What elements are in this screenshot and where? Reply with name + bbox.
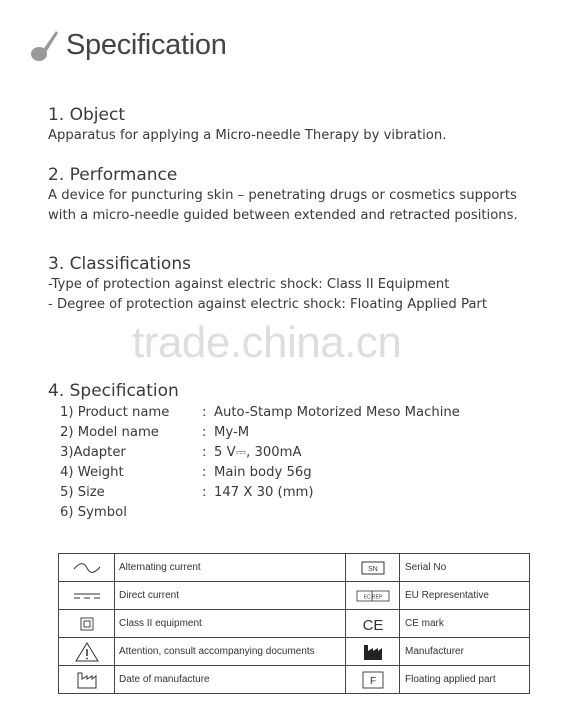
spec-key: 4) Weight	[60, 465, 124, 480]
table-row	[59, 638, 530, 666]
spec-value: My-M	[214, 425, 250, 440]
table-row	[59, 582, 530, 610]
section-heading: 1. Object	[48, 105, 125, 125]
section-text: A device for puncturing skin – penetrating drugs or cosmetics supports	[48, 188, 517, 203]
section-classifications	[48, 253, 487, 315]
symbol-label: EU Representative	[400, 582, 530, 610]
section-text: Apparatus for applying a Micro-needle Therapy by vibration.	[48, 128, 447, 143]
floating-applied-part-icon-text: F	[369, 675, 376, 687]
spec-colon: :	[202, 405, 207, 420]
spec-key: 5) Size	[60, 485, 105, 500]
spec-value: Auto-Stamp Motorized Meso Machine	[214, 405, 460, 420]
spec-key: 2) Model name	[60, 425, 159, 440]
spec-key: 1) Product name	[60, 405, 170, 420]
section-heading: 3. Classifications	[48, 254, 191, 274]
spec-row	[60, 483, 460, 503]
section-text: -Type of protection against electric shock: Class II Equipment	[48, 277, 450, 292]
symbol-label: Direct current	[115, 582, 346, 610]
page-title: Specification	[66, 28, 227, 61]
floating-applied-part-icon	[346, 666, 400, 694]
brush-logo-icon	[30, 27, 60, 63]
symbol-label: Serial No	[400, 554, 530, 582]
symbol-label: Class II equipment	[115, 610, 346, 638]
spec-row	[60, 403, 460, 423]
section-performance	[48, 164, 518, 226]
section-object	[48, 104, 446, 146]
spec-colon: :	[202, 465, 207, 480]
page-header	[30, 20, 227, 70]
spec-row	[60, 503, 460, 523]
manufacturer-icon	[346, 638, 400, 666]
alternating-current-icon	[59, 554, 115, 582]
symbol-label: Floating applied part	[400, 666, 530, 694]
class-ii-icon	[59, 610, 115, 638]
ce-mark-icon-text: CE	[362, 616, 383, 632]
symbol-label: Attention, consult accompanying documents	[115, 638, 346, 666]
symbol-table	[58, 553, 530, 694]
spec-row	[60, 463, 460, 483]
section-text: with a micro-needle guided between extended and retracted positions.	[48, 208, 518, 223]
symbol-label: Alternating current	[115, 554, 346, 582]
spec-colon: :	[202, 425, 207, 440]
section-text: - Degree of protection against electric shock: Floating Applied Part	[48, 297, 488, 312]
ce-mark-icon	[346, 610, 400, 638]
eu-representative-icon	[346, 582, 400, 610]
spec-value: 5 V⎓, 300mA	[214, 445, 302, 460]
serial-number-icon	[346, 554, 400, 582]
watermark: trade.china.cn	[132, 318, 402, 367]
direct-current-icon	[59, 582, 115, 610]
spec-key: 3)Adapter	[60, 445, 126, 460]
section-heading: 2. Performance	[48, 165, 178, 185]
spec-colon	[202, 503, 214, 523]
eu-representative-icon-text: EC REP	[363, 594, 382, 600]
symbol-label: Manufacturer	[400, 638, 530, 666]
spec-row	[60, 443, 460, 463]
spec-key: 6) Symbol	[60, 505, 127, 520]
spec-list	[60, 403, 460, 523]
spec-colon: :	[202, 445, 207, 460]
warning-icon	[59, 638, 115, 666]
spec-value: Main body 56g	[214, 465, 312, 480]
spec-colon: :	[202, 485, 207, 500]
table-row	[59, 666, 530, 694]
spec-value: 147 X 30 (mm)	[214, 485, 314, 500]
date-of-manufacture-icon	[59, 666, 115, 694]
table-row	[59, 610, 530, 638]
section-specification	[48, 380, 179, 402]
symbol-label: CE mark	[400, 610, 530, 638]
symbol-label: Date of manufacture	[115, 666, 346, 694]
section-heading: 4. Specification	[48, 381, 179, 401]
spec-row	[60, 423, 460, 443]
table-row	[59, 554, 530, 582]
serial-number-icon-text: SN	[367, 565, 378, 573]
